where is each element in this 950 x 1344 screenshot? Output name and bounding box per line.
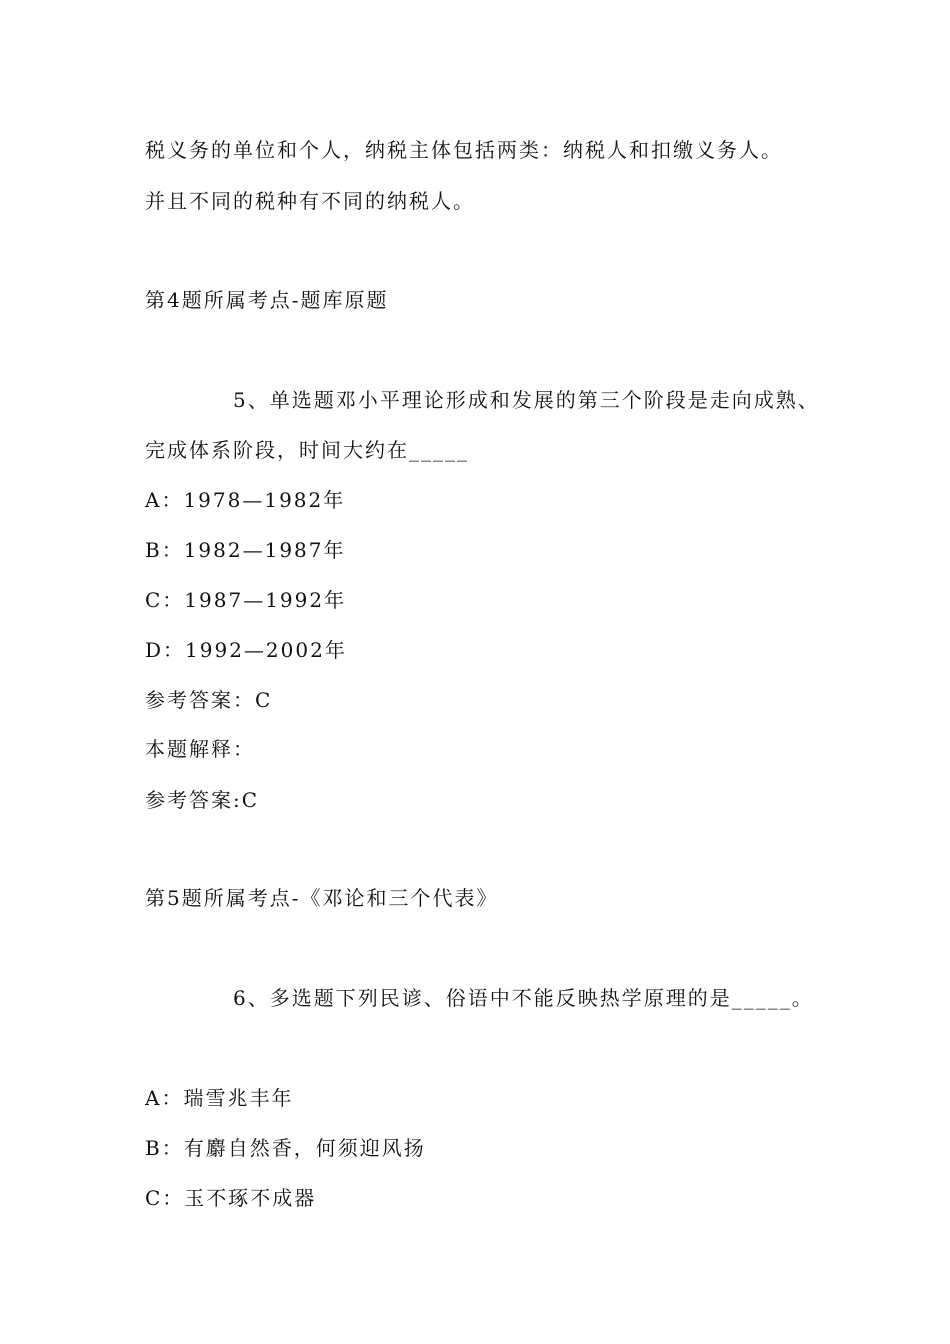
q5-topic: 第5题所属考点-《邓论和三个代表》 — [145, 886, 499, 910]
q5-explanation-answer: 参考答案:C — [145, 788, 260, 812]
q5-stem-line-1: 5、单选题邓小平理论形成和发展的第三个阶段是走向成熟、 — [233, 388, 820, 412]
q6-stem: 6、多选题下列民谚、俗语中不能反映热学原理的是_____。 — [233, 986, 814, 1010]
q5-option-a: A：1978—1982年 — [145, 488, 346, 512]
q5-answer: 参考答案：C — [145, 688, 273, 712]
q5-option-b: B：1982—1987年 — [145, 538, 346, 562]
q5-explanation-label: 本题解释： — [145, 737, 255, 761]
q5-option-d: D：1992—2002年 — [145, 638, 347, 662]
q6-option-c: C：玉不琢不成器 — [145, 1186, 317, 1210]
q4-topic: 第4题所属考点-题库原题 — [145, 288, 389, 312]
q4-explanation-line-2: 并且不同的税种有不同的纳税人。 — [145, 189, 475, 213]
q5-option-c: C：1987—1992年 — [145, 588, 347, 612]
q6-option-a: A：瑞雪兆丰年 — [145, 1086, 294, 1110]
q4-explanation-line-1: 税义务的单位和个人，纳税主体包括两类：纳税人和扣缴义务人。 — [145, 138, 783, 162]
q5-stem-line-2: 完成体系阶段，时间大约在_____ — [145, 438, 469, 462]
q6-option-b: B：有麝自然香，何须迎风扬 — [145, 1136, 426, 1160]
